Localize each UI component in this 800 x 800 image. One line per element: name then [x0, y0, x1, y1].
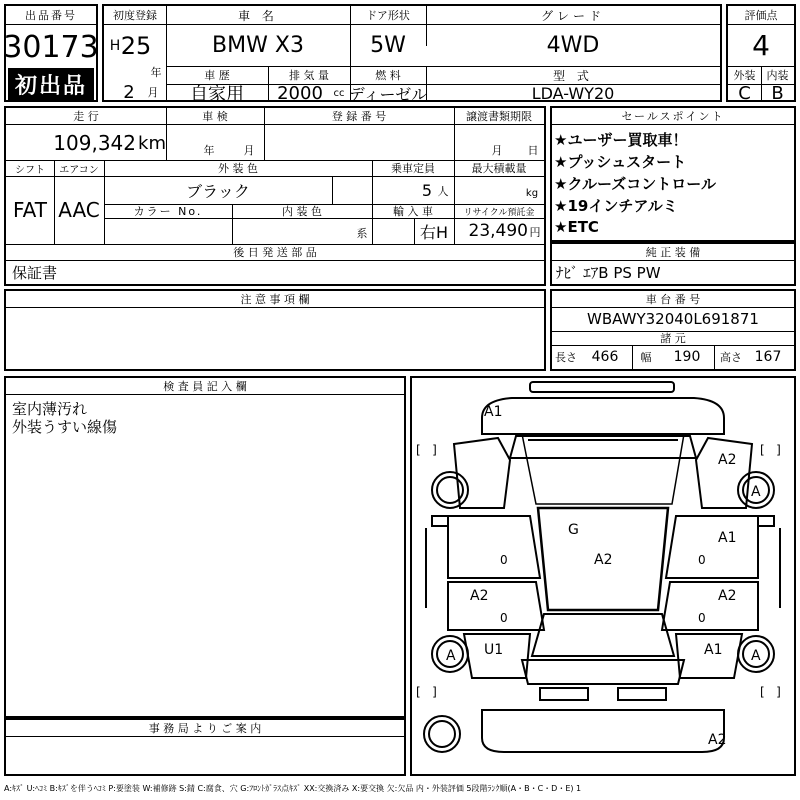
transfer-month-unit: 月 — [491, 144, 503, 157]
inspector-line-1: 室内薄汚れ — [12, 399, 88, 418]
first-reg-header: 初度登録 — [113, 9, 157, 22]
import-value: 右H — [419, 222, 449, 242]
recycle-value: 23,490 — [468, 221, 528, 241]
mark-right-quarter: A1 — [704, 642, 723, 658]
lot-number: 30173 — [3, 29, 99, 65]
grade-value: 4WD — [546, 32, 600, 58]
door-header: ドア形状 — [366, 9, 410, 22]
mark-right-front-door: A1 — [718, 530, 737, 546]
car-diagram-box — [410, 376, 796, 776]
exterior-color-header: 外 装 色 — [218, 162, 258, 175]
length-value: 466 — [591, 349, 619, 365]
first-reg-year: 25 — [120, 32, 152, 60]
max-load-header: 最大積載量 — [471, 162, 527, 175]
zero-mark-4: 0 — [698, 611, 706, 625]
length-label: 長さ — [555, 351, 577, 364]
mark-front-right-fender: A2 — [718, 452, 737, 468]
lot-header: 出品番号 — [25, 9, 77, 22]
mark-windshield: G — [568, 522, 579, 538]
max-load-unit: kg — [525, 187, 539, 199]
car-name-header: 車 名 — [238, 8, 278, 23]
legend: A:ｷｽﾞ U:ﾍｺﾐ B:ｷｽﾞを伴うﾍｺﾐ P:要塗装 W:補修跡 S:錆 C:腐食、穴 G:ﾌﾛﾝﾄｶﾞﾗｽ点ｷｽﾞ XX:交換済み X:要交換 欠:欠品 内・外装評価 5段階ﾗﾝｸ順(A・B・C・D・E) 1 — [4, 783, 582, 793]
door-value: 5W — [370, 32, 406, 58]
mileage-value: 109,342 — [53, 131, 136, 155]
sales-point-4: ★19インチアルミ — [554, 196, 678, 215]
bracket-left: [ ] — [416, 443, 437, 457]
transfer-deadline-header: 譲渡書類期限 — [466, 110, 532, 123]
later-parts-header: 後 日 発 送 部 品 — [233, 246, 317, 259]
inspector-header: 検 査 員 記 入 欄 — [163, 380, 247, 393]
reg-number-value — [264, 124, 454, 160]
aircon-value: AAC — [58, 198, 100, 222]
mark-left-quarter: U1 — [484, 642, 504, 658]
import-header: 輸 入 車 — [393, 205, 433, 218]
sales-points-header: セールスポイント — [621, 110, 725, 123]
first-reg-month: 2 — [123, 81, 135, 103]
interior-grade-value: B — [771, 82, 784, 104]
model-header: 型 式 — [553, 68, 593, 83]
capacity-value: 5 — [421, 180, 432, 200]
bracket-right-low: [ ] — [760, 685, 781, 699]
sales-point-3: ★クルーズコントロール — [554, 174, 716, 193]
width-value: 190 — [673, 349, 701, 365]
interior-grade-header: 内装 — [766, 69, 789, 82]
height-value: 167 — [754, 349, 782, 365]
history-header: 車 歴 — [204, 69, 230, 82]
mileage-unit: km — [138, 132, 166, 154]
zero-mark-3: 0 — [500, 611, 508, 625]
first-reg-month-unit: 月 — [147, 86, 159, 99]
mark-rear-bumper: A2 — [708, 732, 727, 748]
mileage-header: 走 行 — [73, 110, 99, 123]
sales-points-box — [550, 106, 796, 242]
office-value — [6, 738, 404, 774]
sales-point-5: ★ETC — [554, 218, 599, 236]
capacity-header: 乗車定員 — [391, 162, 435, 175]
reg-number-header: 登 録 番 号 — [331, 110, 387, 123]
car-name: BMW X3 — [212, 32, 304, 58]
recycle-unit: 円 — [529, 226, 541, 239]
dimensions-header: 諸 元 — [660, 332, 686, 345]
office-header: 事 務 局 よ り ご 案 内 — [148, 722, 262, 735]
mark-front-bumper: A1 — [484, 404, 503, 420]
inspection-header: 車 検 — [202, 110, 228, 123]
height-label: 高さ — [720, 351, 742, 364]
transfer-day-unit: 日 — [527, 144, 539, 157]
interior-color-unit: 系 — [356, 227, 368, 240]
grade-header: グレード — [540, 8, 605, 23]
inspection-month-unit: 月 — [243, 144, 255, 157]
mark-right-rear-door: A2 — [718, 588, 737, 604]
later-parts-value: 保証書 — [12, 263, 58, 282]
chassis-header: 車 台 番 号 — [645, 293, 701, 306]
mark-right-rear-wheel: A — [751, 648, 761, 664]
score-value: 4 — [752, 28, 770, 62]
fuel-value: ディーゼル — [348, 84, 428, 104]
shift-header: シフト — [15, 164, 45, 176]
genuine-equipment-box — [550, 242, 796, 286]
notes-box — [4, 289, 546, 371]
fuel-header: 燃 料 — [375, 69, 401, 82]
bracket-left-low: [ ] — [416, 685, 437, 699]
chassis-box — [550, 289, 796, 371]
displacement-value: 2000 — [277, 82, 323, 104]
notes-header: 注 意 事 項 欄 — [240, 293, 310, 306]
aircon-header: エアコン — [59, 164, 99, 176]
sales-point-1: ★ユーザー買取車！ — [554, 130, 688, 149]
middle-info-box — [4, 106, 546, 286]
car-body-diagram — [412, 378, 794, 774]
sales-point-2: ★プッシュスタート — [554, 152, 687, 171]
history-value: 自家用 — [190, 84, 244, 105]
genuine-equipment-value: ﾅﾋﾞ ｴｱB PS PW — [556, 264, 661, 282]
shift-value: FAT — [12, 198, 47, 222]
exterior-color-value: ブラック — [186, 181, 250, 201]
inspection-year-unit: 年 — [203, 144, 215, 157]
displacement-header: 排 気 量 — [289, 69, 329, 82]
interior-color-header: 内 装 色 — [282, 205, 322, 218]
first-reg-year-unit: 年 — [150, 66, 162, 79]
score-header: 評価点 — [744, 9, 778, 22]
office-box — [4, 718, 406, 776]
first-reg-era: H — [109, 38, 121, 54]
inspector-box — [4, 376, 406, 718]
mark-left-rear-wheel: A — [446, 648, 456, 664]
zero-mark-1: 0 — [500, 553, 508, 567]
width-label: 幅 — [640, 351, 652, 364]
exterior-grade-header: 外装 — [733, 69, 756, 82]
model-value: LDA-WY20 — [531, 83, 615, 103]
bracket-right: [ ] — [760, 443, 781, 457]
mark-left-rear-door: A2 — [470, 588, 489, 604]
displacement-unit: cc — [333, 87, 345, 99]
exterior-grade-value: C — [738, 82, 751, 104]
inspector-line-2: 外装うすい線傷 — [12, 417, 118, 436]
genuine-equipment-header: 純 正 装 備 — [645, 246, 701, 259]
chassis-value: WBAWY32040L691871 — [587, 310, 759, 328]
score-box — [726, 4, 796, 102]
first-listing-badge: 初出品 — [8, 68, 94, 100]
capacity-unit: 人 — [437, 185, 449, 198]
color-no-header: カラー No. — [133, 205, 203, 218]
mark-front-right-wheel: A — [751, 484, 761, 500]
notes-value — [6, 309, 544, 367]
zero-mark-2: 0 — [698, 553, 706, 567]
mark-roof: A2 — [594, 552, 613, 568]
recycle-header: リサイクル預託金 — [463, 207, 535, 218]
lot-box — [4, 4, 98, 102]
top-info-box — [102, 4, 722, 105]
